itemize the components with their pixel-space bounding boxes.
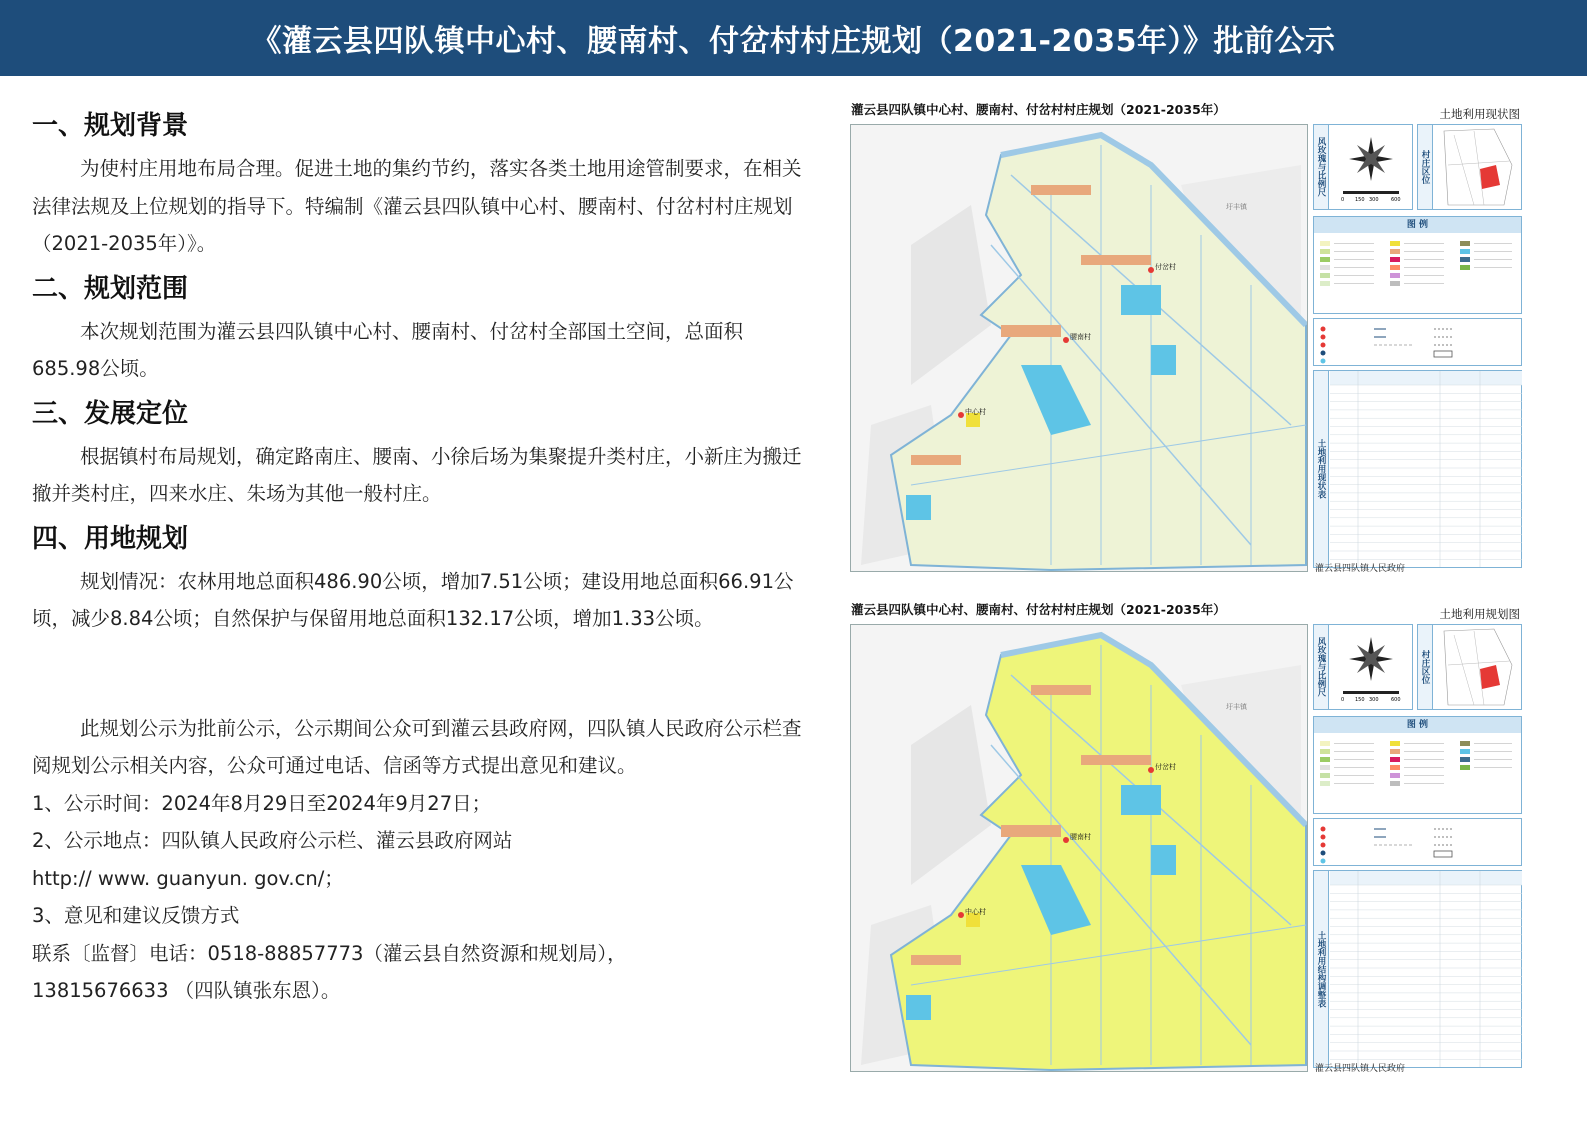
other-legend-symbols [1314, 319, 1521, 365]
land-use-status-map [850, 98, 1522, 574]
map-footer: 灌云县四队镇人民政府 [1315, 1064, 1406, 1074]
legend-swatches [1314, 235, 1521, 315]
village-label: 付岔村 [1155, 763, 1176, 771]
map-sidebar [1313, 624, 1522, 1072]
wind-rose-box [1313, 624, 1413, 710]
scale-tick: 150 [1355, 697, 1365, 703]
village-marker [958, 912, 964, 918]
village-label: 付岔村 [1155, 263, 1176, 271]
section-paragraph: 规划情况：农林用地总面积486.90公顷，增加7.51公顷；建设用地总面积66.91公顷，减少8.84公顷；自然保护与保留用地总面积132.17公顷，增加1.33公顷。 [32, 569, 794, 630]
scale-tick: 0 [1341, 697, 1345, 703]
map-image [850, 624, 1308, 1072]
location-box [1417, 124, 1522, 210]
land-use-plan-map [850, 598, 1522, 1074]
land-use-table-box [1313, 370, 1522, 568]
notice-intro: 此规划公示为批前公示，公示期间公众可到灌云县政府网，四队镇人民政府公示栏查阅规划公示相关内容，公众可通过电话、信函等方式提出意见和建议。 [32, 716, 802, 777]
road-label: 圩丰镇 [1226, 203, 1247, 211]
wind-rose-icon [1329, 625, 1413, 709]
notice-contact-mobile: 13815676633 （四队镇张东恩）。 [32, 979, 341, 1002]
land-use-table-box [1313, 870, 1522, 1068]
legend-title: 图 例 [1314, 717, 1521, 733]
village-label: 腰南村 [1070, 333, 1091, 341]
legend-box [1313, 216, 1522, 314]
other-legend-box [1313, 318, 1522, 366]
land-use-table [1330, 371, 1522, 567]
village-marker [1148, 267, 1154, 273]
water-body [1151, 345, 1176, 375]
map-title: 灌云县四队镇中心村、腰南村、付岔村村庄规划（2021-2035年） [851, 102, 1226, 117]
scale-tick: 600 [1391, 197, 1401, 203]
section-title: 二、规划范围 [32, 273, 189, 304]
map-image [850, 124, 1308, 572]
map-title: 灌云县四队镇中心村、腰南村、付岔村村庄规划（2021-2035年） [851, 602, 1226, 617]
village-marker [958, 412, 964, 418]
legend-box [1313, 716, 1522, 814]
location-map [1434, 125, 1522, 209]
scale-tick: 600 [1391, 697, 1401, 703]
section-paragraph: 根据镇村布局规划，确定路南庄、腰南、小徐后场为集聚提升类村庄，小新庄为搬迁撤并类村庄，四来水庄、朱场为其他一般村庄。 [32, 444, 802, 505]
notice-place: 2、公示地点：四队镇人民政府公示栏、灌云县政府网站 [32, 829, 513, 852]
table-side-label: 土地利用现状表 [1314, 371, 1329, 567]
wind-rose-box [1313, 124, 1413, 210]
village-marker [1063, 837, 1069, 843]
village-label: 中心村 [965, 908, 986, 916]
scale-tick: 0 [1341, 197, 1345, 203]
side-label: 村庄区位 [1418, 625, 1433, 709]
location-map [1434, 625, 1522, 709]
other-legend-box [1313, 818, 1522, 866]
legend-title: 图 例 [1314, 217, 1521, 233]
notice-feedback-title: 3、意见和建议反馈方式 [32, 904, 240, 927]
table-side-label: 土地利用结构调整表 [1314, 871, 1329, 1067]
land-use-table [1330, 871, 1522, 1067]
section-paragraph: 本次规划范围为灌云县四队镇中心村、腰南村、付岔村全部国土空间，总面积685.98公顷。 [32, 319, 744, 380]
map-drawing [851, 625, 1308, 1072]
section-title: 四、用地规划 [32, 523, 189, 554]
header-banner [0, 0, 1587, 76]
side-label: 风玫瑰与比例尺 [1314, 125, 1329, 209]
village-marker [1148, 767, 1154, 773]
scale-tick: 150 [1355, 197, 1365, 203]
water-body [1151, 845, 1176, 875]
village-label: 中心村 [965, 408, 986, 416]
notice-time: 1、公示时间：2024年8月29日至2024年9月27日； [32, 791, 492, 815]
page-title: 《灌云县四队镇中心村、腰南村、付岔村村庄规划（2021-2035年）》批前公示 [251, 24, 1336, 59]
spacer [32, 638, 802, 710]
section-paragraph: 为使村庄用地布局合理。促进土地的集约节约，落实各类土地用途管制要求，在相关法律法规及上位规划的指导下。特编制《灌云县四队镇中心村、腰南村、付岔村村庄规划（2021-2035年）》。 [32, 157, 802, 255]
notice-url-link[interactable]: http:// www. guanyun. gov.cn/； [32, 866, 344, 890]
map-sidebar [1313, 124, 1522, 572]
legend-swatches [1314, 735, 1521, 815]
other-legend-symbols [1314, 819, 1521, 865]
section-land-use [32, 519, 802, 638]
water-body [1121, 285, 1161, 315]
map-footer: 灌云县四队镇人民政府 [1315, 564, 1406, 574]
map-type-label: 土地利用现状图 [1439, 107, 1520, 121]
map-type-label: 土地利用规划图 [1439, 607, 1520, 621]
section-positioning [32, 394, 802, 513]
village-marker [1063, 337, 1069, 343]
location-box [1417, 624, 1522, 710]
section-scope [32, 269, 802, 388]
wind-rose-icon [1329, 125, 1413, 209]
scale-tick: 300 [1369, 197, 1379, 203]
water-body [1121, 785, 1161, 815]
side-label: 村庄区位 [1418, 125, 1433, 209]
side-label: 风玫瑰与比例尺 [1314, 625, 1329, 709]
road-label: 圩丰镇 [1226, 703, 1247, 711]
village-label: 腰南村 [1070, 833, 1091, 841]
scale-tick: 300 [1369, 697, 1379, 703]
public-notice [32, 710, 802, 1010]
notice-contact-phone: 联系〔监督〕电话：0518-88857773（灌云县自然资源和规划局）， [32, 941, 627, 965]
section-background [32, 106, 802, 263]
section-title: 三、发展定位 [32, 398, 189, 429]
water-body [906, 995, 931, 1020]
section-title: 一、规划背景 [32, 111, 189, 141]
notice-text-column [32, 100, 802, 1010]
water-body [906, 495, 931, 520]
map-drawing [851, 125, 1308, 572]
map-header [850, 598, 1522, 622]
map-header [850, 98, 1522, 122]
